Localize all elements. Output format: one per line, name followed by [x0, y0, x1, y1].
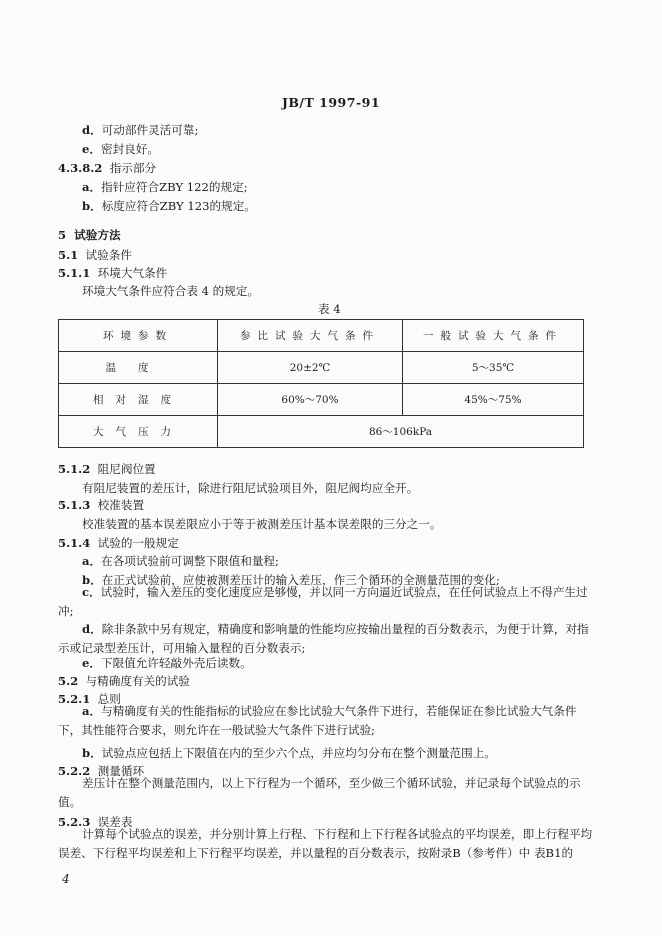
item-e: [82, 656, 252, 671]
item-text: 试验点应包括上下限值在内的至少六个点，并应均匀分布在整个测量范围上。: [101, 746, 496, 760]
table-caption: 表 4: [318, 302, 341, 316]
section-514-heading: [58, 536, 179, 551]
section-512-heading: [58, 462, 156, 477]
item-label: e．: [82, 656, 101, 670]
item-label: b．: [82, 746, 102, 760]
section-title: 试验条件: [85, 248, 132, 262]
page-number: 4: [62, 872, 70, 886]
item-text: 标度应符合ZBY 123的规定。: [101, 199, 256, 213]
standard-number-header: JB/T 1997-91: [281, 95, 381, 110]
header-cell: 参比试验大气条件: [218, 320, 403, 352]
section-title: 试验的一般规定: [97, 536, 179, 550]
item-label: e．: [82, 142, 101, 156]
item-c: [58, 583, 594, 621]
param-cell: 大气压力: [59, 416, 218, 448]
table-4: [58, 319, 584, 448]
header-cell: 一般试验大气条件: [403, 320, 584, 352]
item-a: [82, 554, 279, 569]
section-513-heading: [58, 498, 144, 513]
section-title: 环境大气条件: [97, 266, 168, 280]
item-label: c．: [82, 585, 101, 599]
table-row: [59, 416, 584, 448]
merged-value-cell: 86～106kPa: [218, 416, 584, 448]
section-4382-heading: [58, 161, 156, 176]
section-number: 5.1: [58, 248, 79, 262]
table-row: [59, 384, 584, 416]
item-text: 下限值允许轻敲外壳后读数。: [100, 656, 252, 670]
section-title: 总则: [97, 692, 121, 706]
item-text: 在正式试验前，应使被测差压计的输入差压，作三个循环的全测量范围的变化;: [101, 573, 500, 587]
value-cell: 45%～75%: [403, 384, 584, 416]
item-text: 指针应符合ZBY 122的规定;: [101, 180, 248, 194]
section-511-heading: [58, 266, 167, 281]
item-label: a．: [82, 180, 102, 194]
item-label: d．: [82, 622, 102, 636]
section-number: 5.2.3: [58, 815, 91, 829]
item-text: 试验时，输入差压的变化速度应是够慢，并以同一方向逼近试验点，在任何试验点上不得产生过冲;: [58, 585, 588, 618]
section-5-heading: [58, 228, 121, 243]
section-51-heading: [58, 248, 132, 263]
item-b: [82, 746, 496, 761]
section-title: 测量循环: [97, 764, 145, 778]
section-522-body: 差压计在整个测量范围内，以上下行程为一个循环，至少做三个循环试验，并记录每个试验点的示值。: [58, 776, 581, 809]
item-text: 可动部件灵活可靠;: [101, 123, 199, 137]
section-number: 5: [58, 228, 67, 242]
section-number: 5.1.2: [58, 462, 91, 476]
section-title: 与精确度有关的试验: [85, 674, 190, 688]
item-a: [58, 702, 594, 740]
section-title: 阻尼阀位置: [97, 462, 156, 476]
section-511-body: 环境大气条件应符合表 4 的规定。: [82, 284, 260, 298]
section-title: 指示部分: [109, 161, 157, 175]
table-header-row: [59, 320, 584, 352]
section-number: 5.2.2: [58, 764, 91, 778]
item-label: b．: [82, 199, 102, 213]
section-52-heading: [58, 674, 190, 689]
item-text: 在各项试验前可调整下限值和量程;: [101, 554, 279, 568]
section-title: 校准装置: [97, 498, 145, 512]
item-a: [82, 180, 248, 195]
item-text: 与精确度有关的性能指标的试验应在参比试验大气条件下进行，若能保证在参比试验大气条件下，其性能符合要求，则允许在一般试验大气条件下进行试验;: [58, 704, 577, 737]
section-513-body: 校准装置的基本误差限应小于等于被测差压计基本误差限的三分之一。: [82, 517, 442, 531]
item-b: [82, 199, 256, 214]
item-d: [82, 123, 198, 138]
item-e: [82, 142, 159, 157]
item-label: d．: [82, 123, 102, 137]
value-cell: 20±2℃: [218, 352, 403, 384]
section-number: 5.1.1: [58, 266, 91, 280]
table-row: [59, 352, 584, 384]
item-text: 密封良好。: [100, 142, 159, 156]
item-d: [58, 620, 594, 658]
section-number: 5.2.1: [58, 692, 91, 706]
value-cell: 5～35℃: [403, 352, 584, 384]
section-title: 试验方法: [74, 228, 121, 242]
section-number: 5.1.4: [58, 536, 91, 550]
section-number: 4.3.8.2: [58, 161, 103, 175]
value-cell: 60%～70%: [218, 384, 403, 416]
item-text: 除非条款中另有规定，精确度和影响量的性能均应按输出量程的百分数表示，为便于计算，对指示或记录型差压计，可用输入量程的百分数表示;: [58, 622, 589, 655]
param-cell: 温度: [59, 352, 218, 384]
item-label: b．: [82, 573, 102, 587]
section-number: 5.1.3: [58, 498, 91, 512]
section-512-body: 有阻尼装置的差压计，除进行阻尼试验项目外，阻尼阀均应全开。: [82, 481, 419, 495]
section-title: 误差表: [97, 815, 133, 829]
param-cell: 相对湿度: [59, 384, 218, 416]
section-number: 5.2: [58, 674, 79, 688]
header-cell: 环境参数: [59, 320, 218, 352]
item-label: a．: [82, 704, 102, 718]
item-label: a．: [82, 554, 102, 568]
section-523-body: 计算每个试验点的误差，并分别计算上行程、下行程和上下行程各试验点的平均误差，即上行程平均误差、下行程平均误差和上下行程平均误差，并以量程的百分数表示，按附录B（参考件）中 表B1的: [58, 827, 593, 860]
